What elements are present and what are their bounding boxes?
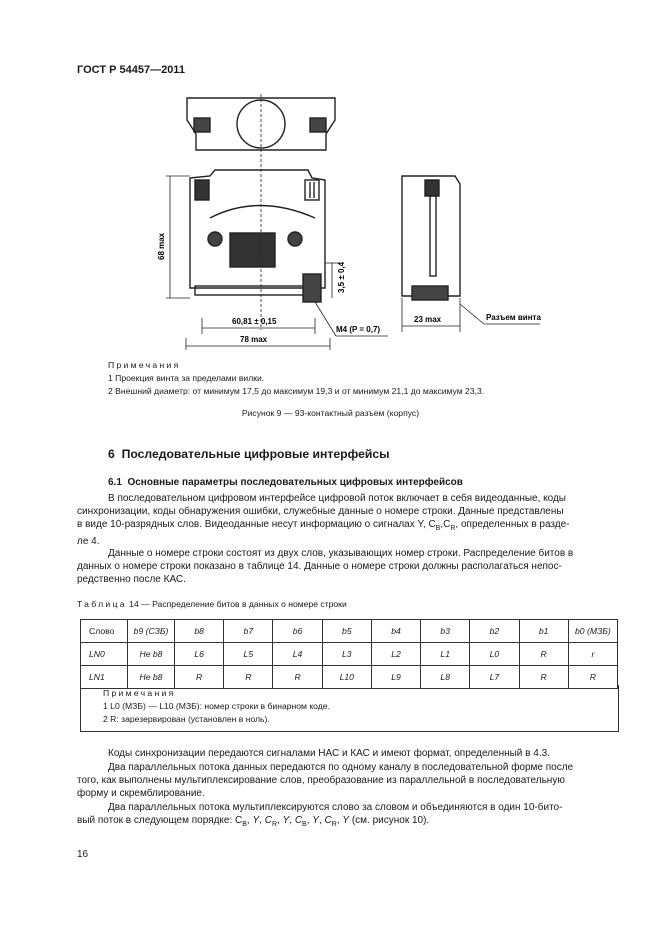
paragraph-5-line-2: вый поток в следующем порядке: $C_B$, Y, $C_R$, Y, $C_B$, Y, $C_R$, Y (см. рисунок 10).	[77, 815, 430, 828]
cell-text: L10	[339, 672, 354, 682]
sequence-subscript: R	[271, 821, 278, 828]
sequence-symbol: Y	[282, 815, 290, 826]
table-cell	[470, 643, 519, 666]
front-hood	[210, 206, 315, 219]
paragraph-4-line-2: того, как выполнены мультиплексирование слов, преобразование из параллельной в последовательную	[77, 775, 565, 786]
connector-drawing	[150, 88, 550, 353]
paragraph-5-line-1: Два параллельных потока мультиплексируются слово за словом и объединяются в один 10-бито-	[108, 802, 563, 813]
table-cell	[273, 643, 322, 666]
cell-text: LN1	[89, 672, 105, 682]
cell-text: b3	[440, 626, 450, 636]
cell-text: b1	[538, 626, 549, 636]
cell-text: L9	[391, 672, 401, 682]
dim-width-label: 78 max	[240, 335, 268, 344]
table-cell	[81, 643, 128, 666]
sequence-symbol: C	[294, 815, 303, 826]
figure-note-1: 1 Проекция винта за пределами вилки.	[108, 373, 265, 383]
document-header: ГОСТ Р 54457—2011	[77, 64, 185, 76]
sequence-end: (см. рисунок 10).	[351, 815, 430, 826]
table-caption	[77, 599, 347, 609]
table-cell	[128, 643, 175, 666]
page-number: 16	[77, 849, 89, 860]
cell-text: b5	[341, 626, 352, 636]
table-notes	[80, 685, 619, 732]
figure-note-2: 2 Внешний диаметр: от минимум 17,5 до максимум 19,3 и от минимум 21,1 до максимум 23,3.	[108, 386, 485, 396]
screw-label: Разъем винта	[486, 313, 541, 322]
table-cell	[371, 643, 420, 666]
cell-text: L2	[391, 649, 401, 659]
front-right-screw-head	[305, 180, 319, 200]
table-notes-heading: Примечания	[103, 688, 176, 698]
cell-text: L8	[440, 672, 450, 682]
paragraph-2	[77, 547, 585, 586]
paragraph-1-line-1: В последовательном цифровом интерфейсе цифровой поток включает в себя видеоданные, коды	[108, 493, 566, 504]
subsection-title: Основные параметры последовательных цифровых интерфейсов	[127, 477, 463, 488]
sequence-subscript: B	[242, 821, 247, 828]
paragraph-4	[77, 761, 585, 800]
table-cell	[175, 643, 224, 666]
figure-caption: Рисунок 9 — 93-контактный разъем (корпус)	[241, 408, 420, 418]
top-view-right-screw	[310, 118, 326, 132]
cell-text: R	[196, 672, 203, 682]
front-left-screw-head	[195, 180, 209, 200]
cell-text: L3	[341, 649, 352, 659]
cell-text: R	[245, 672, 252, 682]
cell-text: R	[540, 649, 547, 659]
paragraph-2-line-3: редственно после КАС.	[77, 574, 186, 585]
cell-text: Не b8	[139, 672, 163, 682]
paragraph-1-line-2: синхронизации, коды обнаружения ошибки, служебные данные о номере строки. Данные представлены	[77, 506, 564, 517]
cell-text: b2	[489, 626, 500, 636]
subsection-number: 6.1	[108, 477, 122, 488]
sequence-symbol: Y	[312, 815, 319, 826]
cell-text: L5	[243, 649, 254, 659]
sequence-subscript: B	[302, 821, 307, 828]
cell-text: R	[589, 672, 596, 682]
paragraph-2-line-1: Данные о номере строки состоят из двух слов, указывающих номер строки. Распределение битов в	[108, 548, 574, 559]
dim-height-label: 68 max	[157, 232, 166, 260]
cell-text: b7	[243, 626, 254, 636]
dim-depth-label: 23 max	[414, 315, 442, 324]
cell-text: R	[294, 672, 301, 682]
paragraph-5	[77, 801, 585, 831]
cell-text: b6	[292, 626, 303, 636]
table-cell	[519, 620, 568, 643]
front-bottom-pin	[303, 274, 321, 302]
sequence-intro: вый поток в следующем порядке: C	[77, 815, 243, 826]
table-cell	[224, 620, 273, 643]
cell-text: b9 (СЗБ)	[133, 626, 169, 636]
paragraph-1-line-3-end: , определенных в разде-	[455, 519, 570, 530]
figure-notes-heading: Примечания	[108, 360, 181, 370]
cell-text: Слово	[89, 626, 115, 636]
table-cell	[421, 643, 470, 666]
cell-text: r	[591, 649, 595, 659]
side-view-bottom	[412, 286, 448, 300]
sequence-subscript: R	[331, 821, 337, 828]
table-row	[81, 643, 618, 666]
cell-text: Не b8	[139, 649, 163, 659]
sequence-symbol: C	[264, 815, 272, 826]
front-grille	[230, 233, 275, 267]
table-cell	[128, 620, 175, 643]
table-cell	[421, 620, 470, 643]
section-heading	[108, 447, 390, 461]
figure-notes	[108, 359, 484, 398]
paragraph-1-line-3: в виде 10-разрядных слов. Видеоданные несут информацию о сигналах Y, C	[77, 519, 436, 530]
table-cell	[322, 620, 371, 643]
subscript-r: R	[450, 525, 456, 532]
cell-text: L7	[489, 672, 500, 682]
cell-text: L0	[489, 649, 500, 659]
paragraph-3-text: Коды синхронизации передаются сигналами НАС и КАС и имеют формат, определенный в 4.3.	[108, 748, 550, 759]
front-left-hole	[208, 232, 222, 246]
top-view-left-screw	[194, 118, 210, 132]
cell-text: R	[540, 672, 547, 682]
table-cell	[519, 643, 568, 666]
cell-text: L4	[292, 649, 303, 659]
bit-distribution-table	[80, 619, 618, 689]
sequence-symbol: C	[324, 815, 332, 826]
table-cell	[568, 620, 617, 643]
table-cell	[322, 643, 371, 666]
front-right-hole	[288, 232, 302, 246]
table-cell	[470, 620, 519, 643]
cell-text: b8	[194, 626, 204, 636]
sequence-symbol: Y	[252, 815, 260, 826]
table-cell	[224, 643, 273, 666]
table-cell	[81, 620, 128, 643]
table-cell	[175, 620, 224, 643]
section-number: 6	[108, 447, 115, 461]
dim-spacing-label: 60,81 ± 0,15	[232, 317, 277, 326]
table-header-row	[81, 620, 618, 643]
subsection-heading	[108, 477, 463, 488]
table-cell	[568, 643, 617, 666]
cell-text: LN0	[89, 649, 105, 659]
thread-label: M4 (P = 0,7)	[336, 325, 381, 334]
side-view-screw	[425, 180, 439, 196]
cell-text: b4	[391, 626, 401, 636]
table-caption-rest: 14 — Распределение битов в данных о номере строки	[126, 599, 347, 609]
section-title: Последовательные цифровые интерфейсы	[121, 447, 390, 461]
table-cell	[273, 620, 322, 643]
cell-text: b0 (МЗБ)	[575, 626, 611, 636]
paragraph-4-line-3: форму и скремблирование.	[77, 788, 205, 799]
dim-offset-label: 3,5 ± 0,4	[337, 261, 346, 293]
separator: ,C	[440, 519, 451, 530]
paragraph-2-line-2: данных о номере строки показано в таблице 14. Данные о номере строки должны располагаться непос-	[77, 561, 562, 572]
cell-text: L6	[194, 649, 204, 659]
subscript-b: B	[435, 525, 441, 532]
table-note-1: 1 L0 (МЗБ) — L10 (МЗБ): номер строки в бинарном коде.	[103, 701, 330, 711]
table-cell	[371, 620, 420, 643]
cell-text: L1	[440, 649, 450, 659]
table-caption-prefix: Таблица	[77, 599, 127, 609]
paragraph-3	[77, 747, 585, 760]
table-note-2: 2 R: зарезервирован (установлен в ноль).	[103, 714, 270, 724]
paragraph-1-line-4: ле 4.	[77, 536, 100, 547]
paragraph-4-line-1: Два параллельных потока данных передаются по одному каналу в последовательной форме после	[108, 762, 574, 773]
sequence-symbol: Y	[342, 815, 350, 826]
paragraph-1	[77, 492, 585, 548]
